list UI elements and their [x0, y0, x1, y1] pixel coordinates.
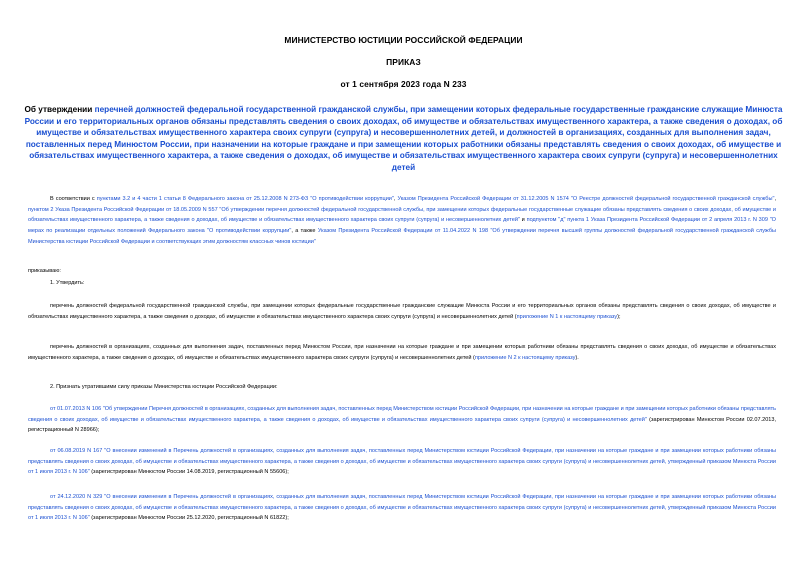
item-2-heading: 2. Признать утратившими силу приказы Министерства юстиции Российской Федерации: [50, 384, 278, 390]
list-2-text: перечень должностей в организациях, созданных для выполнения задач, поставленных перед Минюстом России, при назначении на которые граждане и при замещении которых работники обязаны представлять сведения о своих доходах, об имуществе и обязательствах имущественного характера, а также сведения о доходах, об имуществе и обязательствах имущественного характера своих супруги (супруга) и несовершеннолетних детей ( [28, 344, 776, 361]
order-329-link[interactable]: от 24.12.2020 N 329 "О внесении изменения в Перечень должностей в организациях, созданных для выполнения задач, поставленных перед Министерством юстиции Российской Федерации, при назначении на которые граждане и при замещении которых работники обязаны представлять сведения о своих доходах, об имуществе и обязательствах имущественного характера, а также сведения о доходах, об имуществе и обязательствах имущественного характера своих супруги (супруга) и несовершеннолетних детей, утвержденный приказом Минюста России от 1 июля 2013 г. N 106" [28, 494, 776, 522]
appendix-1-link[interactable]: приложение N 1 к настоящему приказу [516, 313, 618, 320]
order-167-link[interactable]: от 06.08.2019 N 167 "О внесении изменений в Перечень должностей в организациях, созданных для выполнения задач, поставленных перед Министерством юстиции Российской Федерации, при назначении на которые граждане и при замещении которых работники обязаны представлять сведения о своих доходах, об имуществе и обязательствах имущественного характера, а также сведения о доходах, об имуществе и обязательствах имущественного характера своих супруги (супруга) и несовершеннолетних детей, утвержденный приказом Минюста России от 1 июля 2013 г. N 106" [28, 448, 776, 476]
decree-309-link[interactable]: подпунктом "д" пункта 1 Указа Президента Российской Федерации от 2 апреля 2013 г. N 309 "О мерах по реализации отдельных положений Федерального закона "О противодействии коррупции" [28, 217, 777, 235]
orders-line: приказываю: [28, 268, 61, 274]
law-273-link[interactable]: пунктами 3.2 и 4 части 1 статьи 8 Федерального закона от 25.12.2008 N 273-ФЗ "О противодействии коррупции" [96, 196, 394, 202]
preamble-text-4: и [519, 217, 527, 224]
preamble-text-3: , [774, 196, 776, 202]
appendix-2-link[interactable]: приложение N 2 к настоящему приказу [474, 354, 576, 361]
repealed-order-3 [28, 492, 776, 524]
order-329-registration: (зарегистрирован Минюстом России 25.12.2020, регистрационный N 61822); [89, 515, 289, 522]
list-2-end: ). [575, 354, 579, 361]
preamble-text-2: , [393, 196, 398, 202]
preamble-paragraph [28, 194, 776, 248]
date-number-heading: от 1 сентября 2023 года N 233 [340, 79, 467, 89]
preamble-text-1: В соответствии с [50, 196, 97, 202]
repealed-order-2 [28, 446, 776, 478]
item-1-heading: 1. Утвердить: [50, 280, 85, 286]
title-link[interactable]: перечней должностей федеральной государственной гражданской службы, при замещении которых федеральные государственные гражданские служащие Минюста России и его территориальных органов обязаны представлять сведения о своих доходах, об имуществе и обязательствах имущественного характера, а также сведения о доходах, об имуществе и обязательствах имущественного характера своих супруги (супруга) и несовершеннолетних детей, и должностей в организациях, созданных для выполнения задач, поставленных перед Минюстом России, при назначении на которые граждане и при замещении которых работники обязаны представлять сведения о своих доходах, об имуществе и обязательствах имущественного характера, а также сведения о доходах, об имуществе и обязательствах имущественного характера своих супруги (супруга) и несовершеннолетних детей [24, 105, 783, 172]
list-1-text: перечень должностей федеральной государственной гражданской службы, при замещении которых федеральные государственные гражданские служащие Минюста России и его территориальных органов обязаны представлять сведения о своих доходах, об имуществе и обязательствах имущественного характера, а также сведения о доходах, об имуществе и обязательствах имущественного характера своих супруги (супруга) и несовершеннолетних детей ( [28, 303, 776, 320]
preamble-text-5: , а также [291, 228, 318, 235]
list-1-end: ); [617, 313, 621, 320]
doc-type-heading: ПРИКАЗ [386, 57, 421, 67]
decree-557-link[interactable]: пунктом 2 Указа Президента Российской Федерации от 18.05.2009 N 557 "Об утверждении перечня должностей федеральной государственной службы, при замещении которых федеральные государственные служащие обязаны представлять сведения о своих доходах, об имуществе и обязательствах имущественного характера, а также сведения о доходах, об имуществе и обязательствах имущественного характера своих супруги (супруга) и несовершеннолетних детей" [28, 206, 776, 224]
ministry-heading: МИНИСТЕРСТВО ЮСТИЦИИ РОССИЙСКОЙ ФЕДЕРАЦИИ [284, 35, 523, 45]
list-1-paragraph [28, 301, 776, 322]
order-106-registration: (зарегистрирован Минюстом России 02.07.2013, регистрационный N 28966); [28, 416, 777, 434]
document-title [20, 104, 787, 174]
repealed-order-1 [28, 404, 776, 436]
title-prefix: Об утверждении [24, 105, 95, 114]
order-167-registration: (зарегистрирован Минюстом России 14.08.2019, регистрационный N 55606); [89, 469, 289, 476]
order-106-link[interactable]: от 01.07.2013 N 106 "Об утверждении Перечня должностей в организациях, созданных для выполнения задач, поставленных перед Министерством юстиции Российской Федерации, при назначении на которые граждане и при замещении которых работники обязаны представлять сведения о своих доходах, об имуществе и обязательствах имущественного характера, а также сведения о доходах, об имуществе и обязательствах имущественного характера своих супруги (супруга) и несовершеннолетних детей" [28, 406, 776, 423]
decree-1574-link[interactable]: Указом Президента Российской Федерации от 31.12.2005 N 1574 "О Реестре должностей федеральной государственной гражданской службы" [397, 196, 775, 202]
list-2-paragraph [28, 342, 776, 363]
decree-198-link[interactable]: Указом Президента Российской Федерации от 11.04.2022 N 198 "Об утверждении перечня высшей группы должностей федеральной государственной гражданской службы Министерства юстиции Российской Федерации и соответствующих этим должностям классных чинов юстиции" [28, 228, 776, 245]
